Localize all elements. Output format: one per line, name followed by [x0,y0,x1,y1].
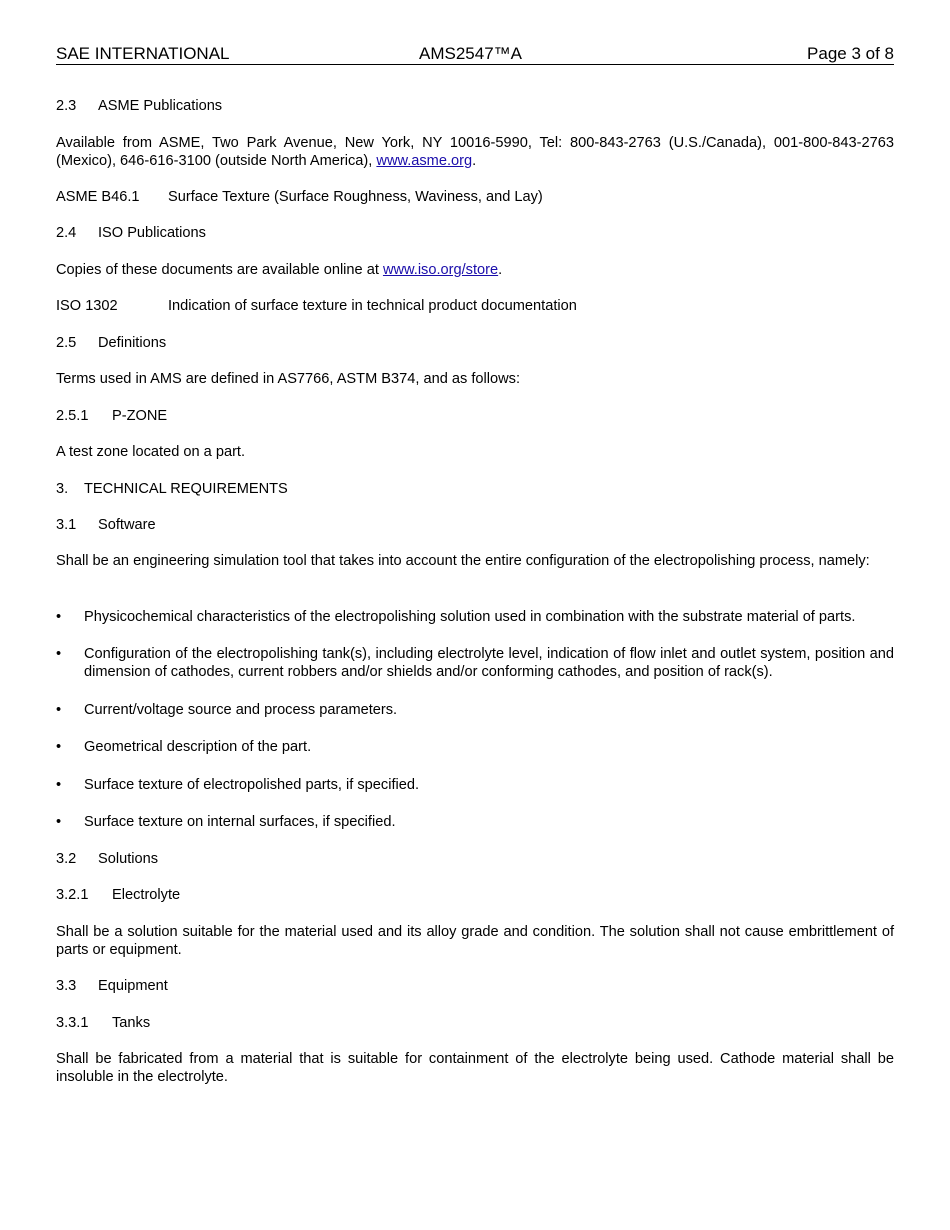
header-page-number: Page 3 of 8 [807,44,894,63]
asme-availability-paragraph [56,134,894,170]
punctuation: . [472,153,477,169]
section-heading-3-3 [56,977,894,995]
list-item-text: Physicochemical characteristics of the electropolishing solution used in combination with the substrate material of parts. [84,609,856,625]
software-intro-paragraph: Shall be an engineering simulation tool that takes into account the entire configuration of the electropolishing process, namely: [56,553,870,569]
reference-title: Surface Texture (Surface Roughness, Waviness, and Lay) [168,189,543,205]
section-heading-2-4 [56,224,894,242]
list-item-text: Geometrical description of the part. [84,739,312,755]
reference-code: ISO 1302 [56,298,118,314]
list-item [56,645,894,681]
section-title: ASME Publications [98,98,223,114]
section-number: 2.3 [56,98,77,114]
list-item-text: Surface texture on internal surfaces, if specified. [84,814,396,830]
section-number: 3. [56,481,69,497]
section-number: 3.2 [56,851,77,867]
section-number: 2.5.1 [56,408,89,424]
section-title: Software [98,517,156,533]
section-title: Solutions [98,851,159,867]
list-item [56,608,894,626]
p-zone-definition: A test zone located on a part. [56,444,246,460]
section-title: Definitions [98,335,167,351]
section-heading-2-5-1 [56,407,894,425]
section-title: Electrolyte [112,887,181,903]
list-item-text: Surface texture of electropolished parts, if specified. [84,777,420,793]
header-document-number: AMS2547™A [419,44,522,63]
section-title: P-ZONE [112,408,168,424]
section-heading-3 [56,480,894,498]
section-title: Tanks [112,1015,151,1031]
section-title: ISO Publications [98,225,206,241]
section-number: 2.4 [56,225,77,241]
tanks-paragraph: Shall be fabricated from a material that is suitable for containment of the electrolyte being used. Cathode material shall be insoluble in the electrolyte. [56,1051,894,1085]
section-heading-2-3 [56,97,894,115]
bullet-glyph: • [56,739,62,755]
iso-availability-paragraph [56,261,894,279]
bullet-glyph: • [56,777,62,793]
header-organization: SAE INTERNATIONAL [56,44,230,63]
list-item [56,738,894,756]
electrolyte-paragraph: Shall be a solution suitable for the material used and its alloy grade and condition. The solution shall not cause embrittlement of parts or equipment. [56,924,894,958]
section-number: 3.1 [56,517,77,533]
bullet-glyph: • [56,609,62,625]
bullet-glyph: • [56,702,62,718]
section-number: 3.3 [56,978,77,994]
definitions-intro: Terms used in AMS are defined in AS7766, ASTM B374, and as follows: [56,371,521,387]
section-title: Equipment [98,978,168,994]
bullet-glyph: • [56,814,62,830]
section-heading-2-5 [56,334,894,352]
page-header [56,44,894,65]
asme-availability-text: Available from ASME, Two Park Avenue, New York, NY 10016-5990, Tel: 800-843-2763 (U.S./Canada), 001-800-843-2763 (Mexico), 646-616-3100 (outside North America), [56,135,894,169]
reference-code: ASME B46.1 [56,189,140,205]
section-heading-3-2-1 [56,886,894,904]
list-item [56,813,894,831]
bullet-glyph: • [56,646,62,662]
section-number: 3.3.1 [56,1015,89,1031]
list-item-text: Configuration of the electropolishing tank(s), including electrolyte level, indication of flow inlet and outlet system, position and dimension of cathodes, current robbers and/or shields and/or conforming cathodes, and position of rack(s). [84,646,894,680]
reference-title: Indication of surface texture in technical product documentation [168,298,577,314]
list-item-text: Current/voltage source and process parameters. [84,702,398,718]
iso-availability-text: Copies of these documents are available online at [56,262,383,278]
punctuation: . [498,262,503,278]
section-number: 2.5 [56,335,77,351]
iso-store-link[interactable]: www.iso.org/store [382,262,499,278]
asme-reference-entry [56,188,894,206]
asme-website-link[interactable]: www.asme.org [376,153,473,169]
list-item [56,701,894,719]
section-heading-3-2 [56,850,894,868]
list-item [56,776,894,794]
section-heading-3-3-1 [56,1014,894,1032]
section-title: TECHNICAL REQUIREMENTS [84,481,288,497]
section-number: 3.2.1 [56,887,89,903]
iso-reference-entry [56,297,894,315]
section-heading-3-1 [56,516,894,534]
